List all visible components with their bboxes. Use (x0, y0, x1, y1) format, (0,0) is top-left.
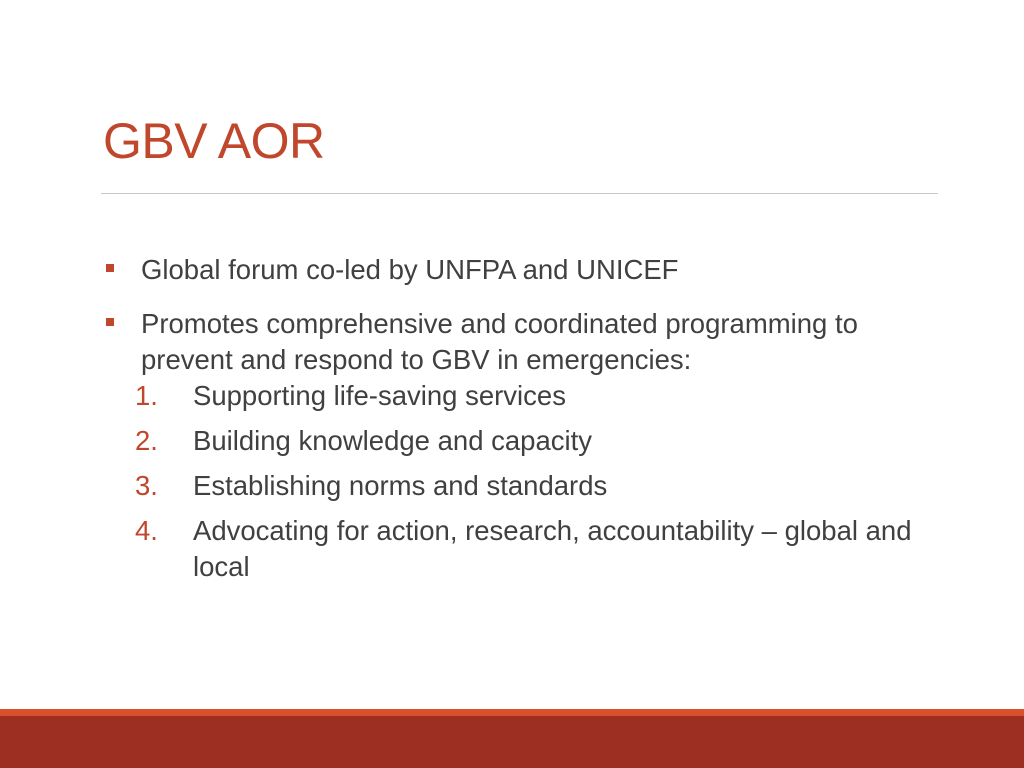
item-number: 2. (135, 425, 158, 456)
bullet-text: Promotes comprehensive and coordinated programming to prevent and respond to GBV in emergencies: (141, 308, 858, 375)
numbered-item (101, 378, 941, 414)
item-text: Building knowledge and capacity (193, 425, 593, 456)
bullet-item (101, 306, 941, 378)
square-bullet-icon (106, 318, 114, 326)
square-bullet-icon (106, 264, 114, 272)
item-text: Advocating for action, research, accountability – global and local (193, 515, 912, 582)
item-number: 3. (135, 470, 158, 501)
bullet-text: Global forum co-led by UNFPA and UNICEF (141, 254, 679, 285)
title-divider (101, 193, 938, 194)
item-number: 4. (135, 515, 158, 546)
footer-accent-line (0, 709, 1024, 716)
numbered-item (101, 423, 941, 459)
numbered-item (101, 513, 941, 585)
item-number: 1. (135, 380, 158, 411)
slide-content (101, 252, 941, 585)
slide-title: GBV AOR (103, 113, 325, 169)
numbered-item (101, 468, 941, 504)
bullet-item (101, 252, 941, 288)
footer-bar (0, 716, 1024, 768)
numbered-list (101, 378, 941, 585)
item-text: Establishing norms and standards (193, 470, 608, 501)
item-text: Supporting life-saving services (193, 380, 566, 411)
